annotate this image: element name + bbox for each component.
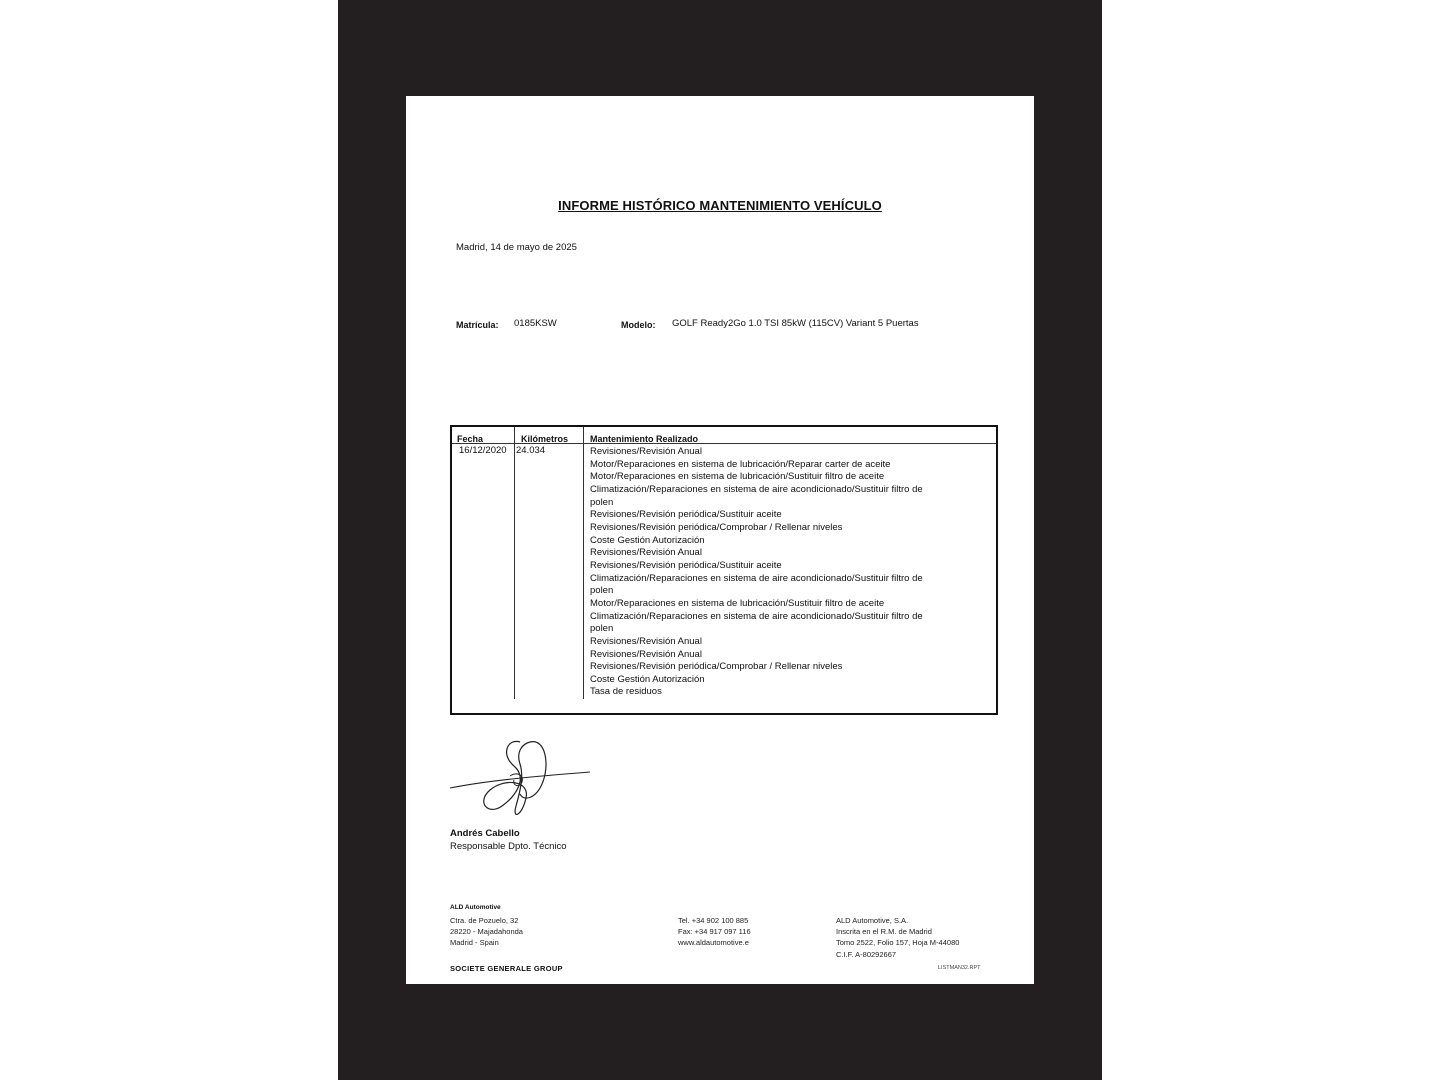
plate-label: Matrícula: [456, 320, 499, 330]
list-item: Revisiones/Revisión periódica/Sustituir aceite [590, 559, 782, 571]
signer-name: Andrés Cabello [450, 828, 520, 839]
list-item: Motor/Reparaciones en sistema de lubricación/Sustituir filtro de aceite [590, 471, 885, 483]
list-item: Tasa de residuos [590, 686, 662, 698]
model-value: GOLF Ready2Go 1.0 TSI 85kW (115CV) Variant 5 Puertas [672, 318, 919, 329]
list-item: Revisiones/Revisión Anual [590, 635, 702, 647]
list-item: Revisiones/Revisión periódica/Comprobar / Rellenar niveles [590, 661, 843, 673]
column-divider [514, 427, 515, 699]
list-item: Coste Gestión Autorización [590, 534, 705, 546]
footer-legal [836, 915, 959, 960]
signature-image [450, 736, 600, 826]
header-maintenance: Mantenimiento Realizado [590, 434, 699, 444]
maintenance-table [450, 425, 998, 715]
row-km: 24.034 [516, 445, 546, 456]
list-item: Revisiones/Revisión Anual [590, 446, 702, 457]
footer-company: ALD Automotive [450, 904, 501, 911]
report-title: INFORME HISTÓRICO MANTENIMIENTO VEHÍCULO [558, 198, 882, 213]
footer-address [450, 915, 523, 949]
row-date: 16/12/2020 [459, 445, 507, 456]
list-item: Climatización/Reparaciones en sistema de aire acondicionado/Sustituir filtro de polen [590, 483, 923, 508]
list-item: Motor/Reparaciones en sistema de lubricación/Sustituir filtro de aceite [590, 597, 885, 609]
header-date: Fecha [457, 434, 484, 444]
header-km: Kilómetros [521, 434, 569, 444]
footer-contact-line: Tel. +34 902 100 885 [678, 916, 749, 925]
list-item: Motor/Reparaciones en sistema de lubricación/Reparar carter de aceite [590, 458, 891, 470]
list-item: Revisiones/Revisión periódica/Comprobar / Rellenar niveles [590, 521, 843, 533]
model-label: Modelo: [621, 320, 656, 330]
footer-contact [678, 915, 751, 949]
footer-contact-line: www.aldautomotive.e [678, 938, 749, 948]
document-page [406, 96, 1034, 984]
column-divider [583, 427, 584, 699]
footer-address-line: 28220 - Majadahonda [450, 927, 523, 937]
footer-legal-line: ALD Automotive, S.A. [836, 916, 909, 925]
place-date: Madrid, 14 de mayo de 2025 [456, 242, 577, 253]
footer-group: SOCIETE GENERALE GROUP [450, 964, 563, 973]
list-item: Revisiones/Revisión periódica/Sustituir aceite [590, 509, 782, 521]
footer-contact-line: Fax: +34 917 097 116 [678, 927, 751, 937]
footer-legal-line: Inscrita en el R.M. de Madrid [836, 927, 932, 937]
footer-address-line: Madrid - Spain [450, 938, 499, 948]
footer-legal-line: Tomo 2522, Folio 157, Hoja M-44080 [836, 938, 960, 948]
list-item: Revisiones/Revisión Anual [590, 648, 702, 660]
list-item: Climatización/Reparaciones en sistema de aire acondicionado/Sustituir filtro de polen [590, 572, 923, 597]
footer-address-line: Ctra. de Pozuelo, 32 [450, 916, 519, 925]
plate-value: 0185KSW [514, 318, 557, 329]
list-item: Coste Gestión Autorización [590, 673, 705, 685]
signer-role: Responsable Dpto. Técnico [450, 841, 567, 852]
footer-legal-line: C.I.F. A-80292667 [836, 949, 897, 959]
maintenance-items [590, 446, 935, 699]
list-item: Climatización/Reparaciones en sistema de aire acondicionado/Sustituir filtro de polen [590, 610, 923, 635]
footer-report-ref: LISTMAN32.RPT [938, 965, 981, 971]
list-item: Revisiones/Revisión Anual [590, 547, 702, 559]
